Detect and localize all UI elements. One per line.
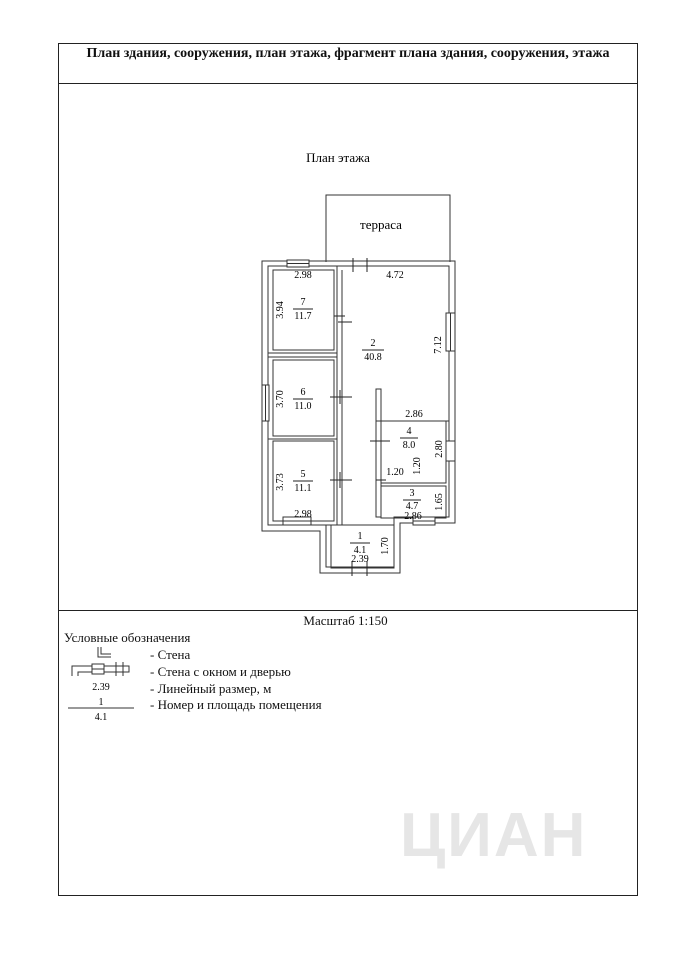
dimension-label: 2.86 xyxy=(404,511,422,522)
room-number: 3 xyxy=(409,488,415,499)
room-area: 4.7 xyxy=(405,501,419,512)
room-area: 11.7 xyxy=(294,311,312,322)
wall-window-door-symbol xyxy=(72,662,129,676)
terrace-label: терраса xyxy=(360,217,402,232)
windows xyxy=(262,260,455,525)
legend-item-wall: - Стена xyxy=(150,647,191,662)
legend-item-wall-window-door: - Стена с окном и дверью xyxy=(150,664,291,679)
outer-walls xyxy=(262,261,455,573)
room-area: 11.0 xyxy=(294,401,312,412)
dimension-label: 2.39 xyxy=(351,554,369,565)
sheet-title: План здания, сооружения, план этажа, фрагмент плана здания, сооружения, этажа xyxy=(58,43,638,84)
dimension-label: 7.12 xyxy=(433,336,444,354)
legend-room-number-sample: 1 xyxy=(98,697,104,708)
legend-item-dimension: - Линейный размер, м xyxy=(150,681,272,696)
plan-caption: План этажа xyxy=(306,150,370,165)
dimension-label: 2.86 xyxy=(405,409,423,420)
dimension-label: 3.94 xyxy=(275,301,286,319)
room-area: 4.1 xyxy=(353,545,367,556)
room-number: 4 xyxy=(406,426,412,437)
dimension-label: 3.70 xyxy=(275,390,286,408)
dimension-label: 2.80 xyxy=(434,440,445,458)
dimension-label: 1.65 xyxy=(434,493,445,511)
legend-title: Условные обозначения xyxy=(64,630,191,645)
legend-item-room-number: - Номер и площадь помещения xyxy=(150,697,322,712)
dimension-label: 2.98 xyxy=(294,509,312,520)
dimension-label: 1.20 xyxy=(412,457,423,475)
room-area: 8.0 xyxy=(402,440,416,451)
dimension-label: 1.70 xyxy=(380,537,391,555)
dimension-label: 3.73 xyxy=(275,473,286,491)
room-number: 6 xyxy=(300,387,306,398)
room-number: 1 xyxy=(357,531,363,542)
room-number: 2 xyxy=(370,338,376,349)
room-area: 40.8 xyxy=(364,352,382,363)
scale-text: Масштаб 1:150 xyxy=(303,613,388,628)
room-number: 7 xyxy=(300,297,306,308)
legend-room-area-sample: 4.1 xyxy=(94,712,108,723)
room-area: 11.1 xyxy=(294,483,312,494)
watermark-logo: ЦИАН xyxy=(400,801,588,870)
room-number: 5 xyxy=(300,469,306,480)
dimension-label: 2.98 xyxy=(294,270,312,281)
dimension-label: 4.72 xyxy=(386,270,404,281)
wall-symbol xyxy=(98,647,111,657)
legend-dimension-sample: 2.39 xyxy=(92,682,110,693)
dimension-label: 1.20 xyxy=(386,467,404,478)
